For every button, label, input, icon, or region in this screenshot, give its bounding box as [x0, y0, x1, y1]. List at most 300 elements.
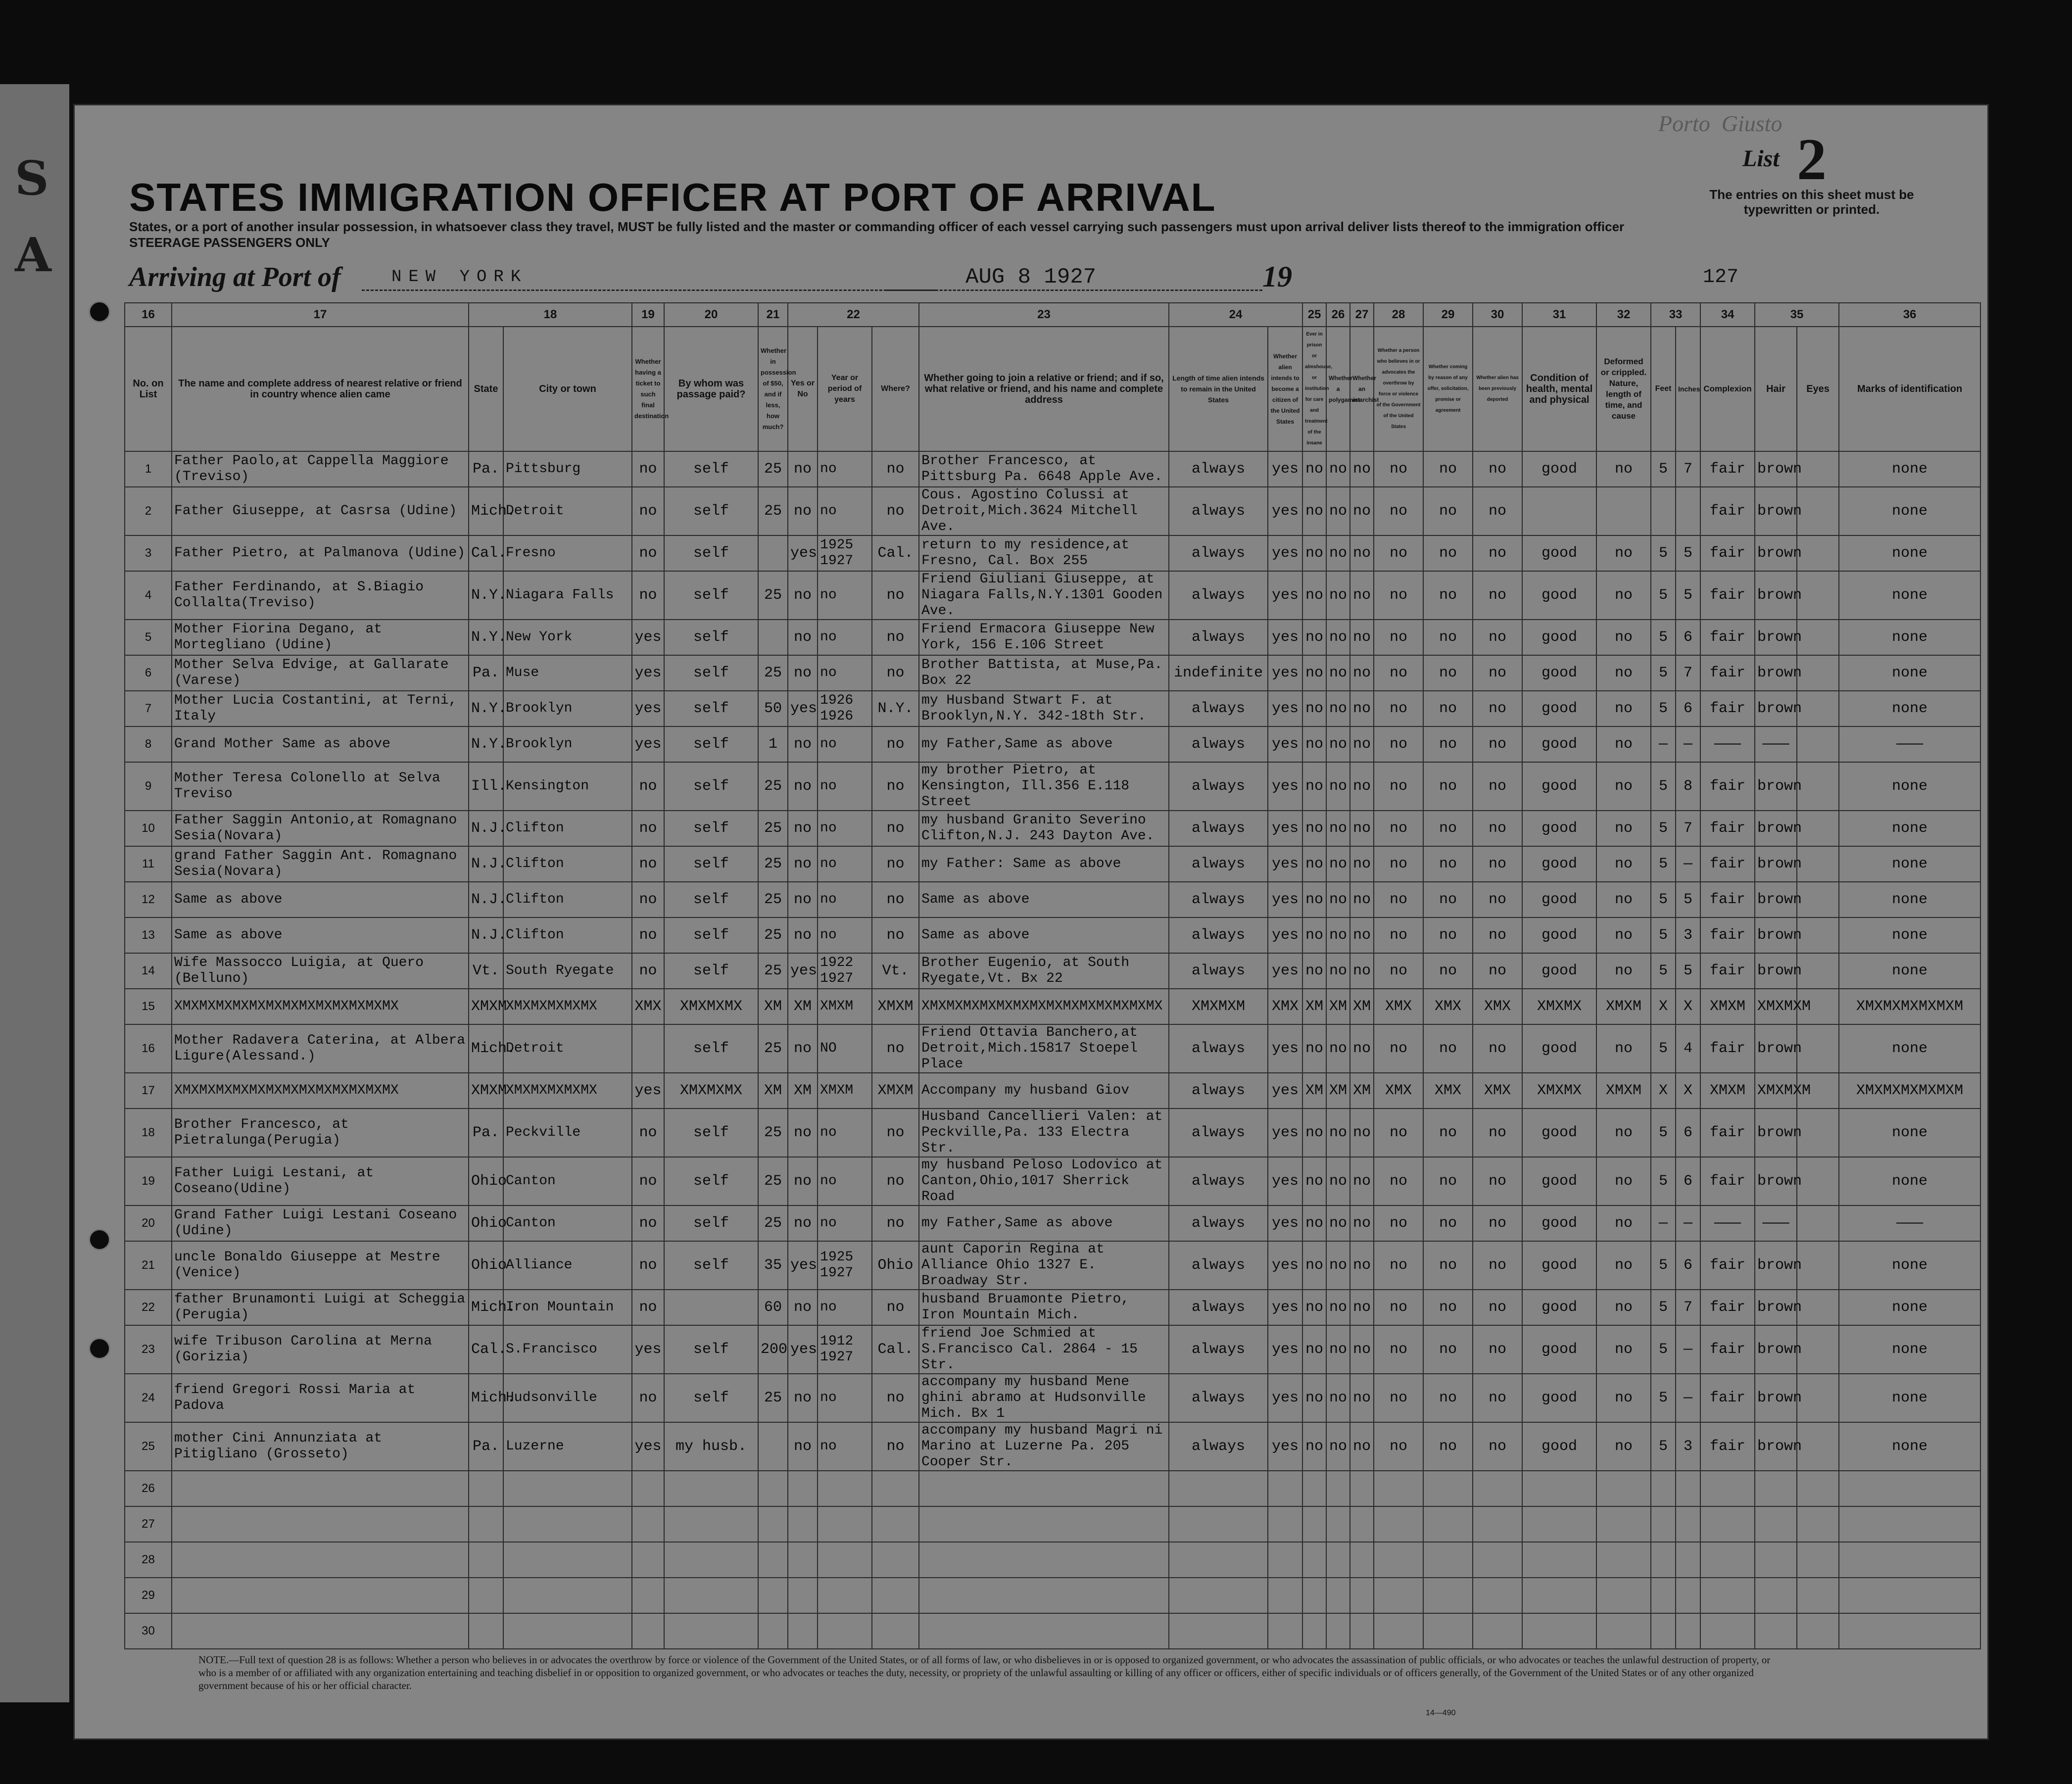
cell-f: no	[1473, 620, 1522, 655]
cell-df: no	[1596, 762, 1651, 811]
cell-f: no	[1473, 1290, 1522, 1325]
table-row	[125, 917, 1980, 953]
cell-pd: self	[664, 620, 758, 655]
cell-c: no	[1350, 1157, 1374, 1205]
cell-yr: 1912 1927	[818, 1325, 872, 1374]
cell-b: no	[1326, 953, 1350, 989]
col-number: 31	[1522, 303, 1596, 327]
cell-in: 3	[1676, 1422, 1700, 1471]
cell-mn: 25	[758, 487, 788, 535]
cell-yr: no	[818, 1157, 872, 1205]
cell-rel: Father Ferdinando, at S.Biagio Collalta(Treviso)	[172, 571, 469, 620]
cell-n: 26	[125, 1471, 172, 1506]
cell-a: no	[1302, 1325, 1326, 1374]
cell-yr	[818, 1613, 872, 1649]
cell-df	[1596, 1542, 1651, 1578]
cell-hr: brown	[1755, 620, 1797, 655]
cell-b: no	[1326, 1325, 1350, 1374]
subtitle-steerage: STEERAGE PASSENGERS ONLY	[129, 235, 330, 250]
cell-city: New York	[503, 620, 632, 655]
cell-ft: 5	[1651, 691, 1676, 726]
column-number-row	[125, 303, 1980, 327]
cell-join: friend Joe Schmied at S.Francisco Cal. 2864 - 15 Str.	[919, 1325, 1169, 1374]
cell-n: 8	[125, 726, 172, 762]
cell-hr: brown	[1755, 1290, 1797, 1325]
adjacent-page-fragment: A	[15, 228, 51, 283]
cell-mk: none	[1839, 1290, 1980, 1325]
cell-a: no	[1302, 1290, 1326, 1325]
cell-d: XMX	[1374, 1073, 1423, 1109]
col-number: 21	[758, 303, 788, 327]
cell-d: no	[1374, 1241, 1423, 1290]
cell-wh: no	[872, 1205, 919, 1241]
cell-in	[1676, 1506, 1700, 1542]
cell-len: always	[1169, 1073, 1268, 1109]
cell-rel: Father Paolo,at Cappella Maggiore (Treviso)	[172, 451, 469, 487]
cell-in: 6	[1676, 691, 1700, 726]
cell-ey	[1797, 811, 1839, 846]
header-yes-no: Yes or No	[788, 327, 818, 451]
cell-rel: Brother Francesco, at Pietralunga(Perugia)	[172, 1109, 469, 1157]
cell-b: no	[1326, 1109, 1350, 1157]
cell-hr: XMXMXM	[1755, 1073, 1797, 1109]
cell-n: 10	[125, 811, 172, 846]
cell-n: 27	[125, 1506, 172, 1542]
cell-d: no	[1374, 846, 1423, 882]
cell-mn: 25	[758, 1109, 788, 1157]
cell-c: no	[1350, 811, 1374, 846]
cell-b: no	[1326, 487, 1350, 535]
cell-yr: no	[818, 726, 872, 762]
cell-b	[1326, 1542, 1350, 1578]
cell-len: always	[1169, 571, 1268, 620]
cell-in: 7	[1676, 1290, 1700, 1325]
cell-join: my Father,Same as above	[919, 1205, 1169, 1241]
cell-join: Friend Ermacora Giuseppe New York, 156 E.106 Street	[919, 620, 1169, 655]
cell-b	[1326, 1471, 1350, 1506]
cell-cx: fair	[1700, 571, 1755, 620]
cell-tk: no	[632, 487, 664, 535]
cell-by: no	[788, 917, 818, 953]
cell-d: no	[1374, 1109, 1423, 1157]
cell-rel: father Brunamonti Luigi at Scheggia (Perugia)	[172, 1290, 469, 1325]
cell-e	[1423, 1542, 1473, 1578]
col-number: 24	[1169, 303, 1302, 327]
cell-by	[788, 1506, 818, 1542]
cell-tk	[632, 1506, 664, 1542]
cell-mn: 25	[758, 571, 788, 620]
cell-hl: good	[1522, 846, 1596, 882]
cell-cit: yes	[1268, 1422, 1302, 1471]
header-joining: Whether going to join a relative or friend; and if so, what relative or friend, and his name and complete address	[919, 327, 1169, 451]
cell-tk: yes	[632, 691, 664, 726]
cell-len	[1169, 1613, 1268, 1649]
cell-f: no	[1473, 811, 1522, 846]
cell-ey	[1797, 726, 1839, 762]
cell-city: South Ryegate	[503, 953, 632, 989]
cell-a: no	[1302, 726, 1326, 762]
cell-d: no	[1374, 655, 1423, 691]
cell-n: 24	[125, 1374, 172, 1422]
header-where: Where?	[872, 327, 919, 451]
cell-by: no	[788, 655, 818, 691]
passenger-rows	[125, 451, 1980, 1649]
cell-mk: none	[1839, 1109, 1980, 1157]
cell-join	[919, 1542, 1169, 1578]
cell-ft: —	[1651, 1205, 1676, 1241]
cell-d: XMX	[1374, 989, 1423, 1024]
port-underline	[362, 289, 936, 291]
cell-n: 20	[125, 1205, 172, 1241]
cell-cit	[1268, 1578, 1302, 1613]
cell-n: 2	[125, 487, 172, 535]
cell-ey	[1797, 1205, 1839, 1241]
cell-c: no	[1350, 1290, 1374, 1325]
cell-b: no	[1326, 535, 1350, 571]
cell-join: Husband Cancellieri Valen: at Peckville,Pa. 133 Electra Str.	[919, 1109, 1169, 1157]
cell-hr: brown	[1755, 655, 1797, 691]
cell-pd: self	[664, 882, 758, 917]
cell-tk: no	[632, 1374, 664, 1422]
cell-ey	[1797, 571, 1839, 620]
cell-ft: 5	[1651, 1157, 1676, 1205]
cell-city	[503, 1471, 632, 1506]
cell-hr: brown	[1755, 691, 1797, 726]
cell-f: no	[1473, 1109, 1522, 1157]
cell-b: no	[1326, 726, 1350, 762]
cell-ft	[1651, 1578, 1676, 1613]
cell-in	[1676, 1542, 1700, 1578]
cell-city: Kensington	[503, 762, 632, 811]
cell-cit: yes	[1268, 535, 1302, 571]
cell-yr: no	[818, 882, 872, 917]
cell-in: X	[1676, 989, 1700, 1024]
cell-mn: 25	[758, 1374, 788, 1422]
header-year-period: Year or period of years	[818, 327, 872, 451]
adjacent-page-fragment: S	[15, 151, 49, 206]
cell-hr: brown	[1755, 882, 1797, 917]
cell-city: Iron Mountain	[503, 1290, 632, 1325]
cell-hr: brown	[1755, 1422, 1797, 1471]
cell-cit	[1268, 1506, 1302, 1542]
cell-c: no	[1350, 535, 1374, 571]
col-number: 33	[1651, 303, 1700, 327]
cell-by	[788, 1578, 818, 1613]
port-value: NEW YORK	[391, 268, 528, 287]
cell-cit: yes	[1268, 1241, 1302, 1290]
cell-d: no	[1374, 691, 1423, 726]
year-prefix: 19	[1262, 260, 1292, 293]
cell-cit: yes	[1268, 846, 1302, 882]
table-row	[125, 1471, 1980, 1506]
cell-yr: no	[818, 487, 872, 535]
cell-len: always	[1169, 1290, 1268, 1325]
header-length: Length of time alien intends to remain in the United States	[1169, 327, 1268, 451]
cell-cx: XMXM	[1700, 1073, 1755, 1109]
cell-ey	[1797, 1506, 1839, 1542]
cell-cit: XMX	[1268, 989, 1302, 1024]
cell-st: Mich.	[469, 1024, 503, 1073]
cell-wh	[872, 1578, 919, 1613]
cell-hr	[1755, 1506, 1797, 1542]
cell-join: XMXMXMXMXMXMXMXMXMXMXMXMXMXMX	[919, 989, 1169, 1024]
cell-hr	[1755, 1471, 1797, 1506]
cell-len: always	[1169, 917, 1268, 953]
cell-wh	[872, 1613, 919, 1649]
header-passage-paid: By whom was passage paid?	[664, 327, 758, 451]
cell-in: 5	[1676, 882, 1700, 917]
cell-len: always	[1169, 451, 1268, 487]
cell-hl: good	[1522, 917, 1596, 953]
cell-hr: brown	[1755, 762, 1797, 811]
col-number: 19	[632, 303, 664, 327]
table-row	[125, 1613, 1980, 1649]
cell-in	[1676, 1471, 1700, 1506]
cell-df: no	[1596, 1241, 1651, 1290]
cell-mk: none	[1839, 1157, 1980, 1205]
cell-d: no	[1374, 571, 1423, 620]
cell-df: XMXM	[1596, 1073, 1651, 1109]
cell-rel: wife Tribuson Carolina at Merna (Gorizia)	[172, 1325, 469, 1374]
header-hair: Hair	[1755, 327, 1797, 451]
cell-city: Niagara Falls	[503, 571, 632, 620]
cell-rel	[172, 1613, 469, 1649]
cell-tk: yes	[632, 1073, 664, 1109]
cell-pd	[664, 1290, 758, 1325]
cell-rel: XMXMXMXMXMXMXMXMXMXMXMXMXMX	[172, 1073, 469, 1109]
cell-b: no	[1326, 1290, 1350, 1325]
binder-hole	[89, 1338, 110, 1359]
cell-hr: brown	[1755, 811, 1797, 846]
cell-b: no	[1326, 620, 1350, 655]
cell-a: no	[1302, 917, 1326, 953]
cell-cit: yes	[1268, 726, 1302, 762]
cell-st: N.Y.	[469, 620, 503, 655]
cell-cit: yes	[1268, 762, 1302, 811]
cell-e: XMX	[1423, 989, 1473, 1024]
header-feet: Feet	[1651, 327, 1676, 451]
cell-cx: fair	[1700, 1374, 1755, 1422]
table-row	[125, 1374, 1980, 1422]
cell-cit: yes	[1268, 882, 1302, 917]
cell-pd	[664, 1471, 758, 1506]
header-no-on-list: No. on List	[125, 327, 172, 451]
header-marks: Marks of identification	[1839, 327, 1980, 451]
cell-rel: mother Cini Annunziata at Pitigliano (Grosseto)	[172, 1422, 469, 1471]
header-q30: Whether alien has been previously deported	[1473, 327, 1522, 451]
cell-ey	[1797, 1157, 1839, 1205]
col-number: 28	[1374, 303, 1423, 327]
cell-yr	[818, 1506, 872, 1542]
header-q29: Whether coming by reason of any offer, solicitation, promise or agreement	[1423, 327, 1473, 451]
binder-hole	[89, 301, 110, 323]
cell-mk: none	[1839, 451, 1980, 487]
cell-hr: brown	[1755, 1157, 1797, 1205]
cell-city: Clifton	[503, 882, 632, 917]
cell-cx	[1700, 1471, 1755, 1506]
cell-st: Ohio	[469, 1241, 503, 1290]
cell-join: my Father,Same as above	[919, 726, 1169, 762]
cell-ey	[1797, 1422, 1839, 1471]
cell-f: no	[1473, 882, 1522, 917]
cell-a	[1302, 1506, 1326, 1542]
cell-tk: no	[632, 1109, 664, 1157]
col-number: 23	[919, 303, 1169, 327]
cell-mk: none	[1839, 1241, 1980, 1290]
cell-cx: fair	[1700, 691, 1755, 726]
cell-tk: yes	[632, 620, 664, 655]
cell-len: always	[1169, 620, 1268, 655]
cell-df: no	[1596, 571, 1651, 620]
cell-mn	[758, 1542, 788, 1578]
cell-mn	[758, 1422, 788, 1471]
cell-e: no	[1423, 726, 1473, 762]
cell-e: no	[1423, 1024, 1473, 1073]
cell-len: indefinite	[1169, 655, 1268, 691]
table-row	[125, 620, 1980, 655]
cell-c: no	[1350, 917, 1374, 953]
cell-d	[1374, 1613, 1423, 1649]
cell-b	[1326, 1613, 1350, 1649]
cell-cx: fair	[1700, 1157, 1755, 1205]
cell-mn: 35	[758, 1241, 788, 1290]
cell-cx: ———	[1700, 726, 1755, 762]
cell-c: no	[1350, 1374, 1374, 1422]
cell-f: XMX	[1473, 989, 1522, 1024]
cell-b	[1326, 1578, 1350, 1613]
cell-e: no	[1423, 953, 1473, 989]
cell-mn: 200	[758, 1325, 788, 1374]
cell-cx: fair	[1700, 762, 1755, 811]
cell-city	[503, 1506, 632, 1542]
cell-yr: no	[818, 1374, 872, 1422]
cell-city: Hudsonville	[503, 1374, 632, 1422]
cell-city: XMXMXMXMXMX	[503, 1073, 632, 1109]
cell-d	[1374, 1578, 1423, 1613]
cell-df: no	[1596, 1205, 1651, 1241]
cell-pd: XMXMXMX	[664, 1073, 758, 1109]
cell-tk	[632, 1471, 664, 1506]
table-row	[125, 882, 1980, 917]
cell-len: always	[1169, 811, 1268, 846]
cell-ft: 5	[1651, 571, 1676, 620]
cell-len: XMXMXM	[1169, 989, 1268, 1024]
cell-mk: none	[1839, 882, 1980, 917]
cell-len: always	[1169, 953, 1268, 989]
cell-d: no	[1374, 726, 1423, 762]
cell-b: no	[1326, 762, 1350, 811]
cell-yr: no	[818, 1109, 872, 1157]
cell-pd: my husb.	[664, 1422, 758, 1471]
cell-ey	[1797, 535, 1839, 571]
cell-city: Clifton	[503, 811, 632, 846]
cell-tk: no	[632, 882, 664, 917]
cell-b: no	[1326, 1157, 1350, 1205]
cell-c: XM	[1350, 1073, 1374, 1109]
cell-st: Ill.	[469, 762, 503, 811]
cell-hl: XMXMX	[1522, 1073, 1596, 1109]
cell-pd	[664, 1578, 758, 1613]
cell-city: Alliance	[503, 1241, 632, 1290]
cell-tk: XMX	[632, 989, 664, 1024]
cell-hl: good	[1522, 1157, 1596, 1205]
cell-cx	[1700, 1613, 1755, 1649]
cell-c: no	[1350, 451, 1374, 487]
cell-pd: self	[664, 1024, 758, 1073]
cell-rel: friend Gregori Rossi Maria at Padova	[172, 1374, 469, 1422]
cell-city: Muse	[503, 655, 632, 691]
cell-rel: Father Pietro, at Palmanova (Udine)	[172, 535, 469, 571]
cell-f: no	[1473, 1325, 1522, 1374]
cell-n: 6	[125, 655, 172, 691]
cell-wh: no	[872, 1109, 919, 1157]
cell-city: XMXMXMXMXMX	[503, 989, 632, 1024]
cell-e	[1423, 1613, 1473, 1649]
cell-mk: none	[1839, 571, 1980, 620]
cell-mk: none	[1839, 1422, 1980, 1471]
cell-d	[1374, 1506, 1423, 1542]
cell-hr: ———	[1755, 726, 1797, 762]
cell-st: Mich.	[469, 1374, 503, 1422]
cell-df	[1596, 487, 1651, 535]
cell-hl: good	[1522, 1241, 1596, 1290]
cell-pd: self	[664, 917, 758, 953]
cell-yr: no	[818, 762, 872, 811]
cell-hr: brown	[1755, 487, 1797, 535]
cell-cx: fair	[1700, 953, 1755, 989]
cell-cit: yes	[1268, 1073, 1302, 1109]
cell-cit: yes	[1268, 655, 1302, 691]
cell-f: no	[1473, 691, 1522, 726]
table-row	[125, 535, 1980, 571]
cell-df: no	[1596, 451, 1651, 487]
cell-yr: no	[818, 811, 872, 846]
header-complexion: Complexion	[1700, 327, 1755, 451]
cell-in: 5	[1676, 953, 1700, 989]
cell-e: no	[1423, 882, 1473, 917]
cell-d: no	[1374, 1024, 1423, 1073]
col-number: 26	[1326, 303, 1350, 327]
cell-e: no	[1423, 655, 1473, 691]
table-row	[125, 691, 1980, 726]
cell-n: 11	[125, 846, 172, 882]
cell-n: 16	[125, 1024, 172, 1073]
cell-hr: brown	[1755, 1024, 1797, 1073]
cell-city: Pittsburg	[503, 451, 632, 487]
cell-ey	[1797, 1241, 1839, 1290]
cell-df: no	[1596, 726, 1651, 762]
cell-mk: none	[1839, 811, 1980, 846]
cell-ft: 5	[1651, 1325, 1676, 1374]
cell-in: 6	[1676, 1157, 1700, 1205]
cell-ey	[1797, 762, 1839, 811]
cell-by	[788, 1613, 818, 1649]
cell-tk: no	[632, 811, 664, 846]
cell-in: 5	[1676, 571, 1700, 620]
cell-e: no	[1423, 1241, 1473, 1290]
cell-rel: XMXMXMXMXMXMXMXMXMXMXMXMXMX	[172, 989, 469, 1024]
cell-df	[1596, 1578, 1651, 1613]
cell-hl: good	[1522, 620, 1596, 655]
cell-by: no	[788, 846, 818, 882]
page-title: STATES IMMIGRATION OFFICER AT PORT OF ARRIVAL	[129, 175, 1216, 219]
cell-hr	[1755, 1578, 1797, 1613]
cell-mk: ———	[1839, 1205, 1980, 1241]
cell-c	[1350, 1542, 1374, 1578]
cell-mn: 25	[758, 1024, 788, 1073]
cell-n: 1	[125, 451, 172, 487]
cell-ey	[1797, 1024, 1839, 1073]
